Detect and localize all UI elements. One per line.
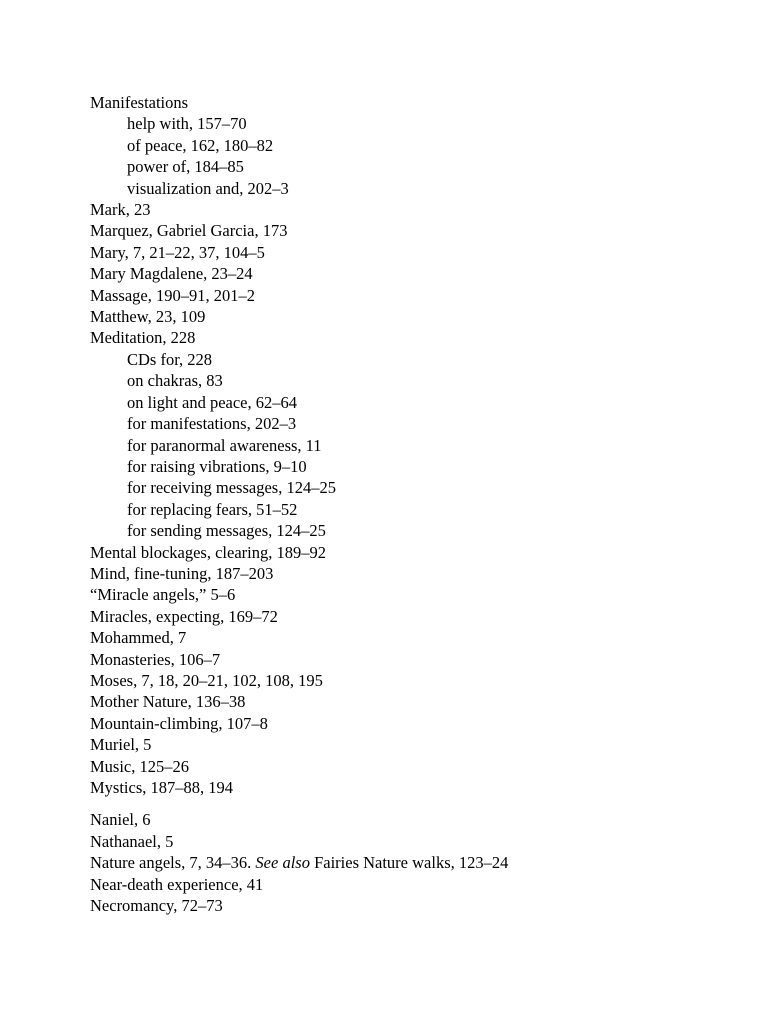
index-subentry: CDs for, 228: [127, 349, 213, 369]
index-entry: Mental blockages, clearing, 189–92: [90, 542, 326, 562]
index-page: [90, 92, 730, 916]
index-entry: Mystics, 187–88, 194: [90, 778, 234, 797]
index-entry: Mary, 7, 21–22, 37, 104–5: [90, 242, 265, 262]
index-subentry: of peace, 162, 180–82: [127, 135, 274, 155]
nature-angels-crossref: Fairies Nature walks, 123–24: [314, 853, 509, 873]
index-entry: “Miracle angels,” 5–6: [90, 585, 236, 605]
index-subentry: visualization and, 202–3: [127, 178, 289, 198]
index-subentry: for raising vibrations, 9–10: [127, 456, 307, 476]
index-subentry: for replacing fears, 51–52: [127, 499, 298, 519]
index-subentry: help with, 157–70: [127, 114, 247, 134]
index-subentry: on chakras, 83: [127, 371, 223, 391]
index-subentry: for receiving messages, 124–25: [127, 478, 336, 498]
index-entry: Manifestations: [90, 93, 189, 112]
index-entry: Mark, 23: [90, 200, 151, 220]
index-subentry: power of, 184–85: [127, 157, 244, 177]
index-entry: Matthew, 23, 109: [90, 307, 206, 327]
see-also-label: See also: [255, 853, 310, 873]
index-entry: Mountain-climbing, 107–8: [90, 713, 268, 733]
index-entry: Near-death experience, 41: [90, 874, 264, 894]
section-gap: [90, 798, 730, 809]
index-entry: Muriel, 5: [90, 735, 152, 755]
index-entry: Nathanael, 5: [90, 831, 174, 851]
index-subentry: on light and peace, 62–64: [127, 392, 297, 412]
index-entry: Music, 125–26: [90, 756, 189, 776]
index-entry: Miracles, expecting, 169–72: [90, 606, 278, 626]
index-entry: Naniel, 6: [90, 810, 151, 830]
index-entry: Mother Nature, 136–38: [90, 692, 246, 712]
index-subentry: for paranormal awareness, 11: [127, 435, 322, 455]
index-subentry: for manifestations, 202–3: [127, 414, 297, 434]
index-subentry: for sending messages, 124–25: [127, 521, 326, 541]
index-entry: Moses, 7, 18, 20–21, 102, 108, 195: [90, 670, 323, 690]
index-entry: Monasteries, 106–7: [90, 649, 221, 669]
index-entry: Meditation, 228: [90, 328, 196, 348]
index-entry: Mary Magdalene, 23–24: [90, 264, 253, 284]
index-entry: Marquez, Gabriel Garcia, 173: [90, 221, 288, 241]
index-entry: Mind, fine-tuning, 187–203: [90, 563, 274, 583]
index-entry-nature-angels: [90, 852, 730, 873]
index-entry: Massage, 190–91, 201–2: [90, 285, 255, 305]
nature-angels-text: Nature angels, 7, 34–36.: [90, 853, 252, 873]
index-entry: Necromancy, 72–73: [90, 896, 223, 916]
index-entry: Mohammed, 7: [90, 628, 187, 648]
